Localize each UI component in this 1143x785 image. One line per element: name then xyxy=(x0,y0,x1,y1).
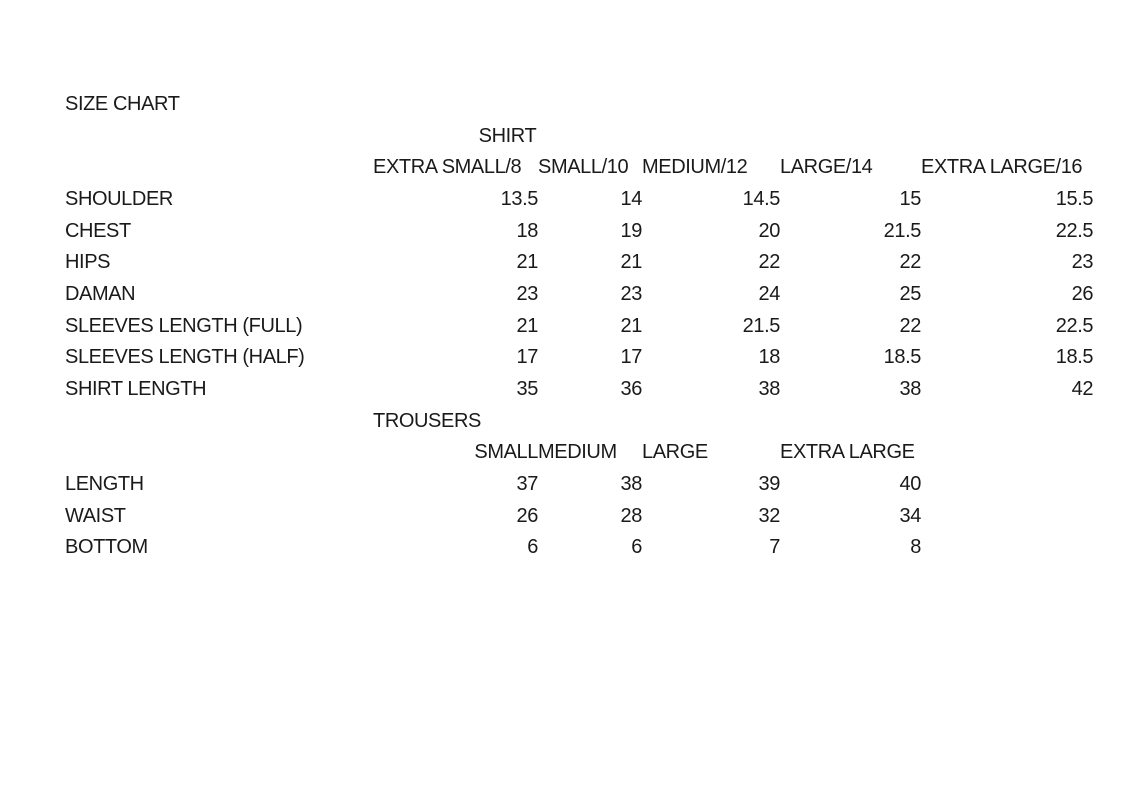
table-row-length xyxy=(65,468,1093,500)
empty-cell xyxy=(65,151,373,183)
size-value: 18.5 xyxy=(1055,346,1094,369)
column-header-small-10: SMALL/10 xyxy=(538,156,629,179)
shirt-section-row xyxy=(65,120,1093,152)
empty-cell xyxy=(65,405,373,437)
table-row-shirt-length xyxy=(65,373,1093,405)
table-row-shoulder xyxy=(65,183,1093,215)
row-label: HIPS xyxy=(65,251,111,274)
table-row-hips xyxy=(65,246,1093,278)
row-label: BOTTOM xyxy=(65,536,148,559)
size-value: 21.5 xyxy=(883,219,921,242)
size-value: 21 xyxy=(516,251,538,274)
size-value: 21 xyxy=(620,314,642,337)
size-value: 8 xyxy=(910,536,921,559)
size-value: 15 xyxy=(899,187,921,210)
size-value: 36 xyxy=(620,378,642,401)
column-header-small: SMALL xyxy=(474,441,538,464)
table-row-waist xyxy=(65,500,1093,532)
empty-cell xyxy=(65,437,373,469)
empty-cell xyxy=(921,532,1093,564)
size-value: 38 xyxy=(758,378,780,401)
shirt-header-row xyxy=(65,151,1093,183)
size-value: 23 xyxy=(1071,251,1094,274)
column-header-extra-large-16: EXTRA LARGE/16 xyxy=(921,156,1083,179)
empty-cell xyxy=(780,405,921,437)
size-value: 6 xyxy=(527,536,538,559)
row-label: SHOULDER xyxy=(65,187,173,210)
size-value: 14.5 xyxy=(742,187,780,210)
size-value: 18 xyxy=(758,346,780,369)
column-header-medium-12: MEDIUM/12 xyxy=(642,156,748,179)
column-header-extra-small-8: EXTRA SMALL/8 xyxy=(373,156,522,179)
table-row-sleeves-full xyxy=(65,310,1093,342)
size-value: 13.5 xyxy=(500,187,538,210)
row-label: SLEEVES LENGTH (FULL) xyxy=(65,314,303,337)
empty-cell xyxy=(921,500,1093,532)
size-value: 14 xyxy=(620,187,642,210)
table-row-bottom xyxy=(65,532,1093,564)
size-value: 37 xyxy=(516,473,538,496)
size-chart-table xyxy=(65,88,1093,563)
row-label: LENGTH xyxy=(65,473,144,496)
size-value: 28 xyxy=(620,504,642,527)
shirt-section-label: SHIRT xyxy=(478,124,537,147)
size-value: 23 xyxy=(516,282,538,305)
size-value: 32 xyxy=(758,504,780,527)
size-value: 34 xyxy=(899,504,921,527)
size-value: 26 xyxy=(1071,282,1094,305)
table-row-chest xyxy=(65,215,1093,247)
size-value: 7 xyxy=(769,536,780,559)
table-row-sleeves-half xyxy=(65,342,1093,374)
size-value: 24 xyxy=(758,282,780,305)
size-value: 6 xyxy=(631,536,642,559)
page-title: SIZE CHART xyxy=(65,92,180,115)
size-value: 23 xyxy=(620,282,642,305)
size-value: 17 xyxy=(516,346,538,369)
size-value: 22.5 xyxy=(1055,314,1094,337)
size-value: 22.5 xyxy=(1055,219,1094,242)
size-value: 39 xyxy=(758,473,780,496)
size-value: 38 xyxy=(899,378,921,401)
empty-cell xyxy=(921,120,1093,152)
size-value: 40 xyxy=(899,473,921,496)
trousers-section-label: TROUSERS xyxy=(373,409,481,432)
size-value: 25 xyxy=(899,282,921,305)
size-value: 19 xyxy=(620,219,642,242)
row-label: SLEEVES LENGTH (HALF) xyxy=(65,346,305,369)
empty-cell xyxy=(921,437,1093,469)
size-value: 21.5 xyxy=(742,314,780,337)
size-value: 22 xyxy=(758,251,780,274)
column-header-extra-large: EXTRA LARGE xyxy=(780,441,915,464)
size-value: 15.5 xyxy=(1055,187,1094,210)
table-row-daman xyxy=(65,278,1093,310)
title-row xyxy=(65,88,1093,120)
row-label: SHIRT LENGTH xyxy=(65,378,207,401)
column-header-large: LARGE xyxy=(642,441,708,464)
empty-cell xyxy=(921,468,1093,500)
size-value: 26 xyxy=(516,504,538,527)
size-value: 21 xyxy=(516,314,538,337)
empty-cell xyxy=(642,405,780,437)
column-header-medium: MEDIUM xyxy=(538,441,617,464)
empty-cell xyxy=(921,405,1093,437)
size-value: 42 xyxy=(1071,378,1094,401)
size-value: 20 xyxy=(758,219,780,242)
size-value: 18 xyxy=(516,219,538,242)
size-value: 35 xyxy=(516,378,538,401)
empty-cell xyxy=(538,405,642,437)
size-value: 22 xyxy=(899,251,921,274)
size-value: 18.5 xyxy=(883,346,921,369)
row-label: WAIST xyxy=(65,504,126,527)
size-value: 21 xyxy=(620,251,642,274)
row-label: CHEST xyxy=(65,219,131,242)
empty-cell xyxy=(65,120,373,152)
empty-cell xyxy=(780,120,921,152)
column-header-large-14: LARGE/14 xyxy=(780,156,873,179)
row-label: DAMAN xyxy=(65,282,136,305)
size-value: 17 xyxy=(620,346,642,369)
trousers-header-row xyxy=(65,437,1093,469)
empty-cell xyxy=(642,120,780,152)
size-value: 38 xyxy=(620,473,642,496)
size-value: 22 xyxy=(899,314,921,337)
trousers-section-row xyxy=(65,405,1093,437)
